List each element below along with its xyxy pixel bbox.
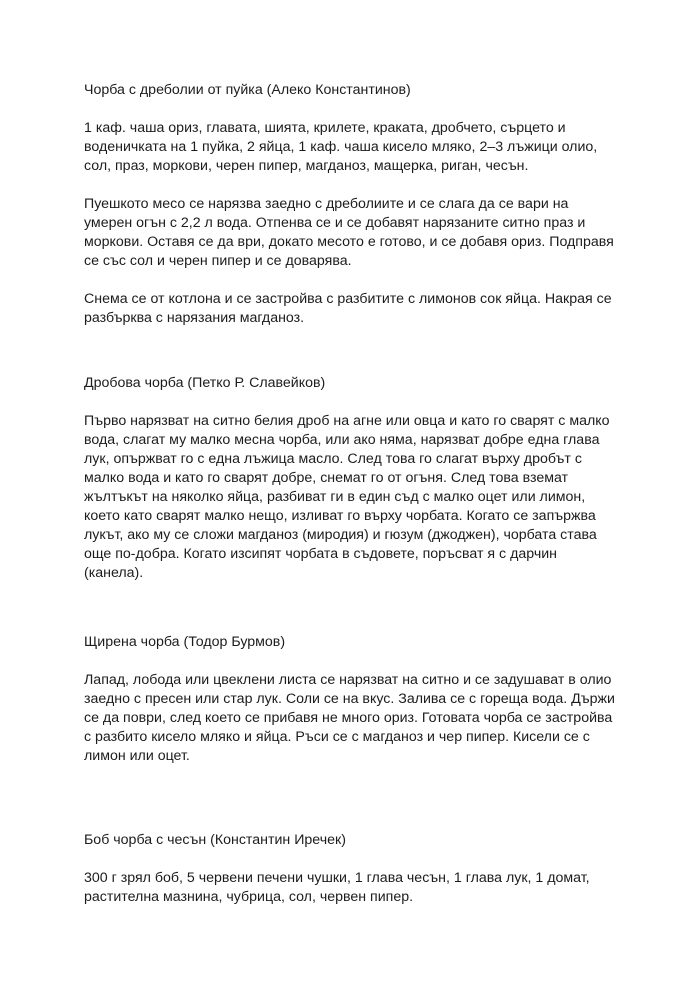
text-line: Пуешкото месо се нарязва заедно с дреболиите и се слага да се вари на xyxy=(84,196,569,212)
text-line: 1 каф. чаша ориз, главата, шията, крилете, краката, дробчето, сърцето и xyxy=(84,120,566,136)
recipe-title: Боб чорба с чесън (Константин Иречек) xyxy=(84,832,346,848)
text-line: Първо нарязват на ситно белия дроб на агне или овца и като го сварят с малко xyxy=(84,413,610,429)
text-line: сол, праз, моркови, черен пипер, магданоз, мащерка, риган, чесън. xyxy=(84,158,529,174)
recipe-block xyxy=(84,81,624,328)
recipe-title: Щирена чорба (Тодор Бурмов) xyxy=(84,634,286,650)
text-line: лукът, ако му се сложи магданоз (миродия) и гюзум (джоджен), чорбата става xyxy=(84,527,597,543)
text-line: (канела). xyxy=(84,565,144,581)
recipe-block xyxy=(84,831,624,907)
text-line: което като сварят малко нещо, изливат го върху чорбата. Когато се запържва xyxy=(84,508,596,524)
text-line: лук, опържват го с една лъжица масло. След това го слагат върху дробът с xyxy=(84,451,582,467)
text-line: жълтъкът на няколко яйца, разбиват ги в един съд с малко оцет или лимон, xyxy=(84,489,586,505)
text-line: вода, слагат му малко месна чорба, или ако няма, нарязват добре една глава xyxy=(84,432,600,448)
recipe-block xyxy=(84,633,624,766)
recipe-ingredients xyxy=(84,119,624,176)
recipe-paragraph xyxy=(84,671,624,766)
recipe-title: Чорба с дреболии от пуйка (Алеко Константинов) xyxy=(84,82,411,98)
recipe-paragraph xyxy=(84,195,624,271)
text-line: 300 г зрял боб, 5 червени печени чушки, 1 глава чесън, 1 глава лук, 1 домат, xyxy=(84,870,590,886)
text-line: растителна мазнина, чубрица, сол, червен пипер. xyxy=(84,889,414,905)
text-line: умерен огън с 2,2 л вода. Отпенва се и се добавят нарязаните ситно праз и xyxy=(84,215,586,231)
text-line: малко вода и като го сварят добре, снемат го от огъня. След това вземат xyxy=(84,470,569,486)
text-line: воденичката на 1 пуйка, 2 яйца, 1 каф. чаша кисело мляко, 2–3 лъжици олио, xyxy=(84,139,598,155)
text-line: Лапад, лобода или цвеклени листа се нарязват на ситно и се задушават в олио xyxy=(84,672,612,688)
text-line: се със сол и черен пипер и се доварява. xyxy=(84,253,352,269)
recipe-ingredients xyxy=(84,869,624,907)
text-line: Снема се от котлона и се застройва с разбитите с лимонов сок яйца. Накрая се xyxy=(84,291,612,307)
text-line: се да поври, след което се прибавя не много ориз. Готовата чорба се застройва xyxy=(84,710,613,726)
recipe-block xyxy=(84,374,624,583)
recipe-paragraph xyxy=(84,412,624,583)
text-line: разбърква с нарязания магданоз. xyxy=(84,310,305,326)
text-line: моркови. Оставя се да ври, докато месото е готово, и се добавя ориз. Подправя xyxy=(84,234,614,250)
text-line: още по-добра. Когато изсипят чорбата в съдовете, поръсват я с дарчин xyxy=(84,546,557,562)
recipe-paragraph xyxy=(84,290,624,328)
recipe-title: Дробова чорба (Петко Р. Славейков) xyxy=(84,375,326,391)
text-line: с разбито кисело мляко и яйца. Ръси се с магданоз и чер пипер. Кисели се с xyxy=(84,729,590,745)
text-line: заедно с пресен или стар лук. Соли се на вкус. Залива се с гореща вода. Държи xyxy=(84,691,615,707)
text-line: лимон или оцет. xyxy=(84,748,190,764)
